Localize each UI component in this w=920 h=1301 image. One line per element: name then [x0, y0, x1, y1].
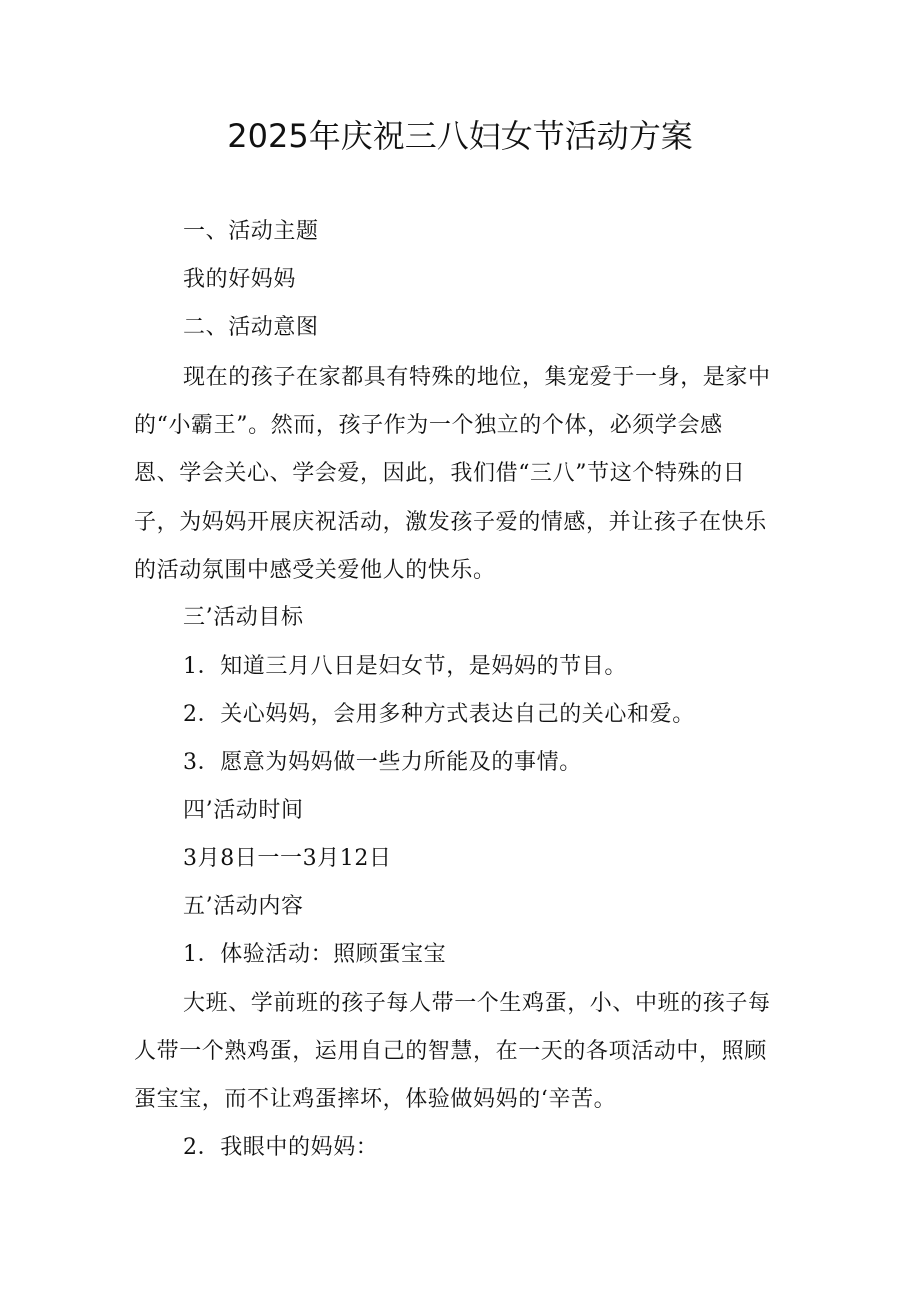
- list-item: 2．关心妈妈，会用多种方式表达自己的关心和爱。: [183, 702, 695, 727]
- list-item: 2．我眼中的妈妈：: [183, 1135, 379, 1160]
- list-item: 1．体验活动：照顾蛋宝宝: [183, 942, 447, 967]
- paragraph-line: 大班、学前班的孩子每人带一个生鸡蛋，小、中班的孩子每: [183, 991, 771, 1016]
- paragraph-line: 蛋宝宝，而不让鸡蛋摔坏，体验做妈妈的‘辛苦。: [134, 1087, 617, 1112]
- paragraph-line: 恩、学会关心、学会爱，因此，我们借“三八”节这个特殊的日: [134, 461, 746, 486]
- heading-activity-content: 五’活动内容: [183, 894, 304, 919]
- paragraph-line: 的活动氛围中感受关爱他人的快乐。: [134, 558, 496, 583]
- list-item: 3．愿意为妈妈做一些力所能及的事情。: [183, 750, 582, 775]
- heading-activity-goals: 三’活动目标: [183, 605, 304, 630]
- paragraph-line: 的“小霸王”。然而，孩子作为一个独立的个体，必须学会感: [134, 413, 723, 438]
- paragraph-line: 我的好妈妈: [183, 267, 297, 292]
- paragraph-line: 人带一个熟鸡蛋，运用自己的智慧，在一天的各项活动中，照顾: [134, 1039, 767, 1064]
- paragraph-line: 3月8日一一3月12日: [183, 846, 392, 871]
- heading-activity-time: 四’活动时间: [183, 798, 304, 823]
- paragraph-line: 子，为妈妈开展庆祝活动，激发孩子爱的情感，并让孩子在快乐: [134, 510, 767, 535]
- document-title: 2025年庆祝三八妇女节活动方案: [227, 117, 693, 155]
- heading-activity-intent: 二、活动意图: [183, 315, 319, 340]
- heading-activity-theme: 一、活动主题: [183, 219, 319, 244]
- list-item: 1．知道三月八日是妇女节，是妈妈的节目。: [183, 654, 627, 679]
- paragraph-line: 现在的孩子在家都具有特殊的地位，集宠爱于一身，是家中: [183, 365, 771, 390]
